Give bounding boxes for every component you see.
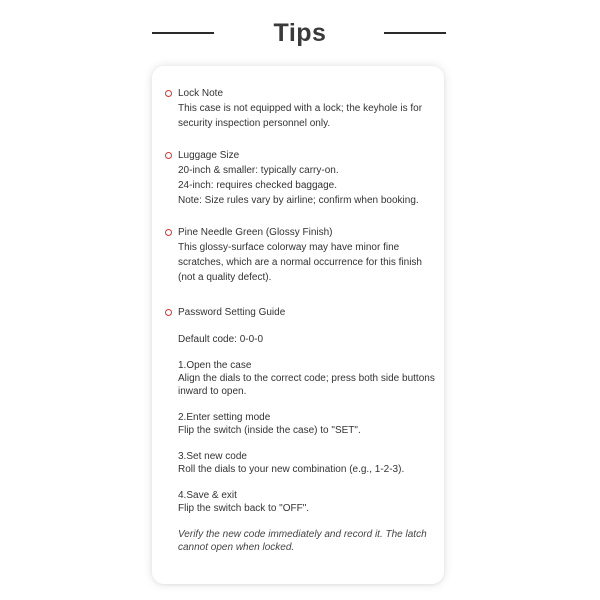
section-text-line: 24-inch: requires checked baggage. (178, 180, 337, 191)
default-code-text: Default code: 0-0-0 (178, 334, 264, 345)
circle-bullet-icon (165, 90, 172, 97)
section-text-line: (not a quality defect). (178, 272, 272, 283)
step-text-line: Roll the dials to your new combination (e.g., 1-2-3). (178, 464, 405, 475)
section-text-line: This case is not equipped with a lock; the keyhole is for (178, 103, 423, 114)
section-title: Password Setting Guide (178, 307, 286, 318)
tips-card (152, 66, 444, 584)
step-text-line: Flip the switch back to "OFF". (178, 503, 310, 514)
section-text-line: This glossy-surface colorway may have minor fine (178, 242, 400, 253)
section-title: Pine Needle Green (Glossy Finish) (178, 227, 333, 238)
circle-bullet-icon (165, 309, 172, 316)
circle-bullet-icon (165, 152, 172, 159)
page-title: Tips (273, 19, 327, 47)
step-text-line: Flip the switch (inside the case) to "SET". (178, 425, 361, 436)
step-heading: 3.Set new code (178, 451, 247, 462)
step-text-line: inward to open. (178, 386, 247, 397)
section-text-line: 20-inch & smaller: typically carry-on. (178, 165, 339, 176)
step-heading: 4.Save & exit (178, 490, 237, 501)
verify-note-line: Verify the new code immediately and record it. The latch (178, 529, 427, 540)
section-title: Lock Note (178, 88, 224, 99)
section-text-line: Note: Size rules vary by airline; confirm when booking. (178, 195, 419, 206)
title-row (0, 16, 600, 50)
step-heading: 2.Enter setting mode (178, 412, 271, 423)
verify-note-line: cannot open when locked. (178, 542, 295, 553)
section-text-line: security inspection personnel only. (178, 118, 331, 129)
section-title: Luggage Size (178, 150, 240, 161)
section-text-line: scratches, which are a normal occurrence for this finish (178, 257, 422, 268)
step-heading: 1.Open the case (178, 360, 252, 371)
title-divider-right (384, 32, 446, 34)
circle-bullet-icon (165, 229, 172, 236)
step-text-line: Align the dials to the correct code; press both side buttons (178, 373, 435, 384)
